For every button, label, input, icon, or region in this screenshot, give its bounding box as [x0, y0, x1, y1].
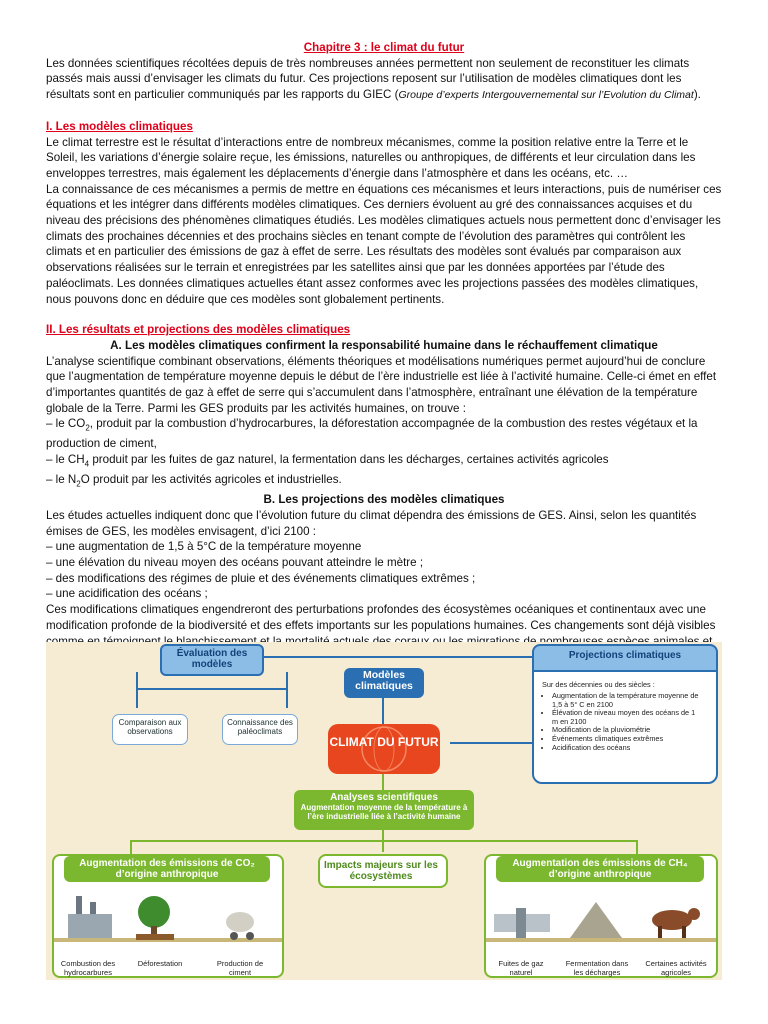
projections-intro: Sur des décennies ou des siècles : — [542, 680, 655, 689]
projection-item: • Élévation de niveau moyen des océans de 1 m en 2100 — [552, 709, 702, 726]
section-2-heading: II. Les résultats et projections des modèles climatiques — [46, 323, 351, 337]
intro-end: ). — [693, 88, 701, 102]
co2-title: Augmentation des émissions de CO₂ d’origine anthropique — [64, 856, 270, 882]
document-text — [46, 40, 722, 665]
projection-item: – une augmentation de 1,5 à 5°C de la température moyenne — [46, 540, 362, 554]
co2-item: Déforestation — [137, 959, 183, 968]
co2-panel — [52, 854, 284, 978]
factory-icon — [68, 914, 112, 938]
evaluation-box: Évaluation des modèles — [160, 644, 264, 676]
connector — [382, 772, 384, 790]
cement-mixer-icon — [226, 912, 254, 932]
bullet-ch4: – le $CH_4$ produit par les fuites de gaz naturel, la fermentation dans les décharges, certaines activités agricoles — [46, 453, 609, 469]
co2-illustrations — [54, 888, 282, 958]
connector — [382, 696, 384, 726]
analyses-box — [294, 790, 474, 830]
landfill-icon — [570, 902, 622, 938]
giec-expansion: Groupe d’experts Intergouvernemental sur l’Evolution du Climat — [398, 89, 694, 102]
projections-list — [540, 692, 702, 752]
impacts-panel — [318, 854, 448, 888]
climat-futur-label: CLIMAT DU FUTUR — [329, 735, 439, 749]
subsection-b-paragraph: Les études actuelles indiquent donc que l’évolution future du climat dépendra des émissions de GES. Ainsi, selon les quantités émises de GES, les modèles envisagent, d’ici 2100 : — [46, 508, 697, 538]
co2-item: Production de ciment — [216, 959, 264, 977]
bullet-ch4-text: produit par les fuites de gaz naturel, la fermentation dans les décharges, certaines activités agricoles — [89, 453, 609, 467]
bullet-co2: – le $CO_2$, produit par la combustion d’hydrocarbures, la déforestation accompagnée de la combustion des restes végétaux et la production de ciment, — [46, 417, 698, 451]
climat-futur-box — [328, 724, 440, 774]
connector — [286, 672, 288, 708]
projections-panel — [532, 644, 718, 784]
projection-item: – des modifications des régimes de pluie et des événements climatiques extrêmes ; — [46, 571, 476, 585]
projection-item: • Augmentation de la température moyenne de 1,5 à 5° C en 2100 — [552, 692, 702, 709]
section-1-paragraph-2: La connaissance de ces mécanismes a permis de mettre en équations ces mécanismes et leurs interactions, puis de numériser ces équations et les intégrer dans différents modèles climatiques. Ces derniers évoluent au gré des connaissances acquises et du niveau des précisions des phénomènes climatiques étudiés. Les modèles climatiques actuels nous permettent donc d’envisager les climats des prochaines décennies et des prochains siècles en tenant compte de l’évolution des paramètres qui contrôlent les climats et en particulier des émissions de gaz à effet de serre. Les résultats des modèles sont évalués par comparaison aux observations réalisées sur le terrain et enregistrées par les satellites ainsi que par les données apportées par l’étude des paléoclimats. Les données climatiques actuelles étant assez conformes avec les projections passées des modèles climatiques, nous pouvons donc en déduire que ces modèles sont globalement pertinents. — [46, 182, 722, 306]
connector — [450, 742, 532, 744]
ch4-illustrations — [486, 888, 716, 958]
section-1-heading: I. Les modèles climatiques — [46, 119, 193, 133]
climate-diagram — [46, 642, 722, 980]
modeles-box: Modèles climatiques — [344, 668, 424, 698]
intro-text: Les données scientifiques récoltées depuis de très nombreuses années permettent non seulement de reconstituer les climats passés mais aussi d’envisager les climats du futur. Ces projections reposent sur l’utilisation de modèles climatiques dont les résultats sont en particulier communiqués par les rapports du GIEC ( — [46, 56, 690, 102]
analyses-text: Augmentation moyenne de la température à l’ère industrielle liée à l’activité humaine — [300, 803, 468, 821]
bullet-co2-text: , produit par la combustion d’hydrocarbures, la déforestation accompagnée de la combustion des restes végétaux et la production de ciment, — [46, 417, 698, 451]
comparaison-box: Comparaison aux observations — [112, 714, 188, 745]
globe-icon — [328, 724, 440, 774]
connector — [136, 688, 286, 690]
ch4-title: Augmentation des émissions de CH₄ d’origine anthropique — [496, 856, 704, 882]
ch4-panel — [484, 854, 718, 978]
subsection-a-heading: A. Les modèles climatiques confirment la responsabilité humaine dans le réchauffement climatique — [110, 338, 658, 352]
projection-item: • Événements climatiques extrêmes — [552, 735, 702, 744]
tree-icon — [138, 896, 170, 928]
connector — [130, 840, 638, 842]
page-title: Chapitre 3 : le climat du futur — [303, 41, 465, 54]
connector — [130, 840, 132, 854]
bullet-n2o-text: O produit par les activités agricoles et industrielles. — [80, 473, 342, 487]
ch4-item: Fermentation dans les décharges — [565, 959, 629, 977]
analyses-title: Analyses scientifiques — [330, 792, 438, 803]
ch4-item: Fuites de gaz naturel — [498, 959, 544, 977]
connaissance-box: Connaissance des paléoclimats — [222, 714, 298, 745]
subsection-b-heading: B. Les projections des modèles climatiques — [263, 493, 505, 507]
co2-item: Combustion des hydrocarbures — [60, 959, 116, 977]
projection-item: • Modification de la pluviométrie — [552, 726, 702, 735]
section-1-paragraph-1: Le climat terrestre est le résultat d’interactions entre de nombreux mécanismes, comme la position relative entre la Terre et le Soleil, les variations d’énergie solaire reçue, les émissions, naturelles ou anthropiques, de différents et leur circulation dans les enveloppes terrestres, mais également les déplacements d’énergie dans l’atmosphère et dans les océans, etc. … — [46, 135, 696, 180]
projection-item: – une acidification des océans ; — [46, 587, 208, 601]
impacts-title: Impacts majeurs sur les écosystèmes — [322, 858, 440, 882]
intro-paragraph — [46, 56, 722, 104]
bullet-n2o: – le $N_2O$ produit par les activités agricoles et industrielles. — [46, 473, 342, 489]
subsection-a-paragraph: L’analyse scientifique combinant observations, éléments théoriques et modélisations numériques permet aujourd’hui de conclure que l’augmentation de température moyenne depuis le début de l’ère industrielle est liée à l’activité humaine. Celle-ci émet en effet d’importantes quantités de gaz à effet de serre qui s’accumulent dans l’atmosphère, entraînant une élévation de la température globale de la Terre. Parmi les GES produits par les activités humaines, on trouve : — [46, 354, 717, 415]
projection-item: – une élévation du niveau moyen des océans pouvant atteindre le mètre ; — [46, 556, 424, 570]
projections-title: Projections climatiques — [532, 644, 718, 672]
connector — [136, 672, 138, 708]
ch4-item: Certaines activités agricoles — [645, 959, 707, 977]
projection-item: • Acidification des océans — [552, 744, 702, 753]
connector — [636, 840, 638, 854]
closing-paragraph: Ces modifications climatiques engendreront des perturbations profondes des écosystèmes océaniques et continentaux avec une modification profonde de la biodiversité et des effets importants sur les populations humaines. Ces changements sont déjà visibles — [46, 603, 716, 632]
